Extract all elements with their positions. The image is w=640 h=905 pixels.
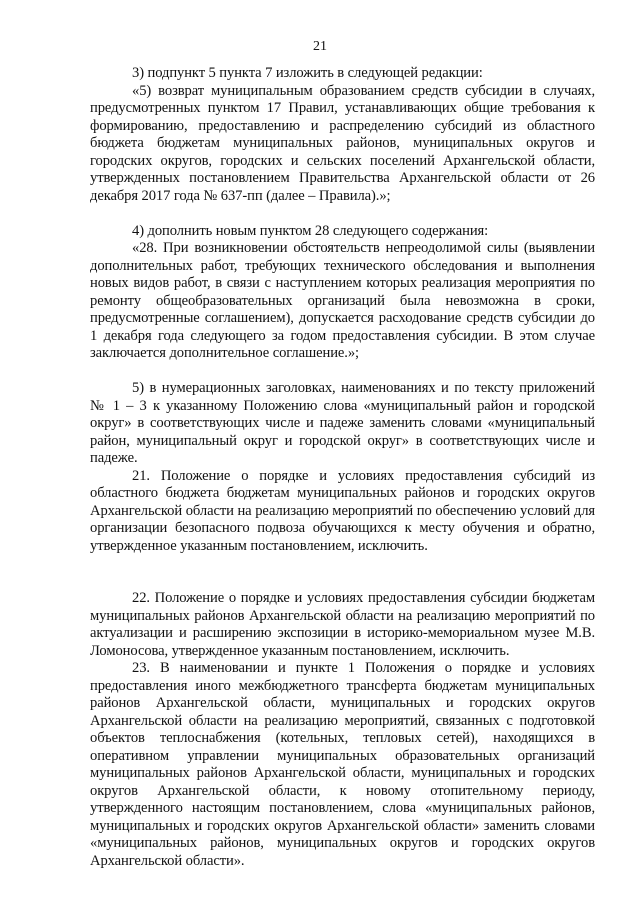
paragraph-subpoint-5: 5) в нумерационных заголовках, наименованиях и по тексту приложений № 1 – 3 к указанному Положению слова «муниципальный район и городской округ» в соответствующих числе и падеже заменить словами «муниципальный район, муниципальный округ и городской округ» в соответствующих числе и падеже. xyxy=(90,380,595,466)
paragraph-item-21: 21. Положение о порядке и условиях предоставления субсидий из областного бюджета бюджетам муниципальных районов и городских округов Архангельской области на реализацию мероприятий по обеспечению условий для организации безопасного подвоза обучающихся к месту обучения и обратно, утвержденное указанным постановлением, исключить. xyxy=(90,467,595,554)
paragraph-quote-point-28: «28. При возникновении обстоятельств непреодолимой силы (выявлении дополнительных работ, требующих технического обследования и выполнения новых видов работ, в связи с наступлением которых реализация мероприятия по ремонту общеобразовательных организаций была невозможна в сроки, предусмотренные соглашением), допускается расходование средств субсидии до 1 декабря года следующего за годом предоставления субсидии. В этом случае заключается дополнительное соглашение.»; xyxy=(90,240,595,361)
paragraph-quote-subpoint-5: «5) возврат муниципальным образованием средств субсидии в случаях, предусмотренных пунктом 17 Правил, устанавливающих общие требования к формированию, предоставлению и распределению субсидий из областного бюджета бюджетам муниципальных районов, муниципальных округов и городских округов, городских и сельских поселений Архангельской области, утвержденных постановлением Правительства Архангельской области от 26 декабря 2017 года № 637-пп (далее – Правила).»; xyxy=(90,82,595,204)
paragraph-item-22: 22. Положение о порядке и условиях предоставления субсидии бюджетам муниципальных районов Архангельской области на реализацию мероприятий по актуализации и расширению экспозиции в историко-мемориальном музее М.В. Ломоносова, утвержденное указанным постановлением, исключить. xyxy=(90,590,595,659)
page-number: 21 xyxy=(313,39,327,54)
document-body xyxy=(90,65,595,869)
paragraph-subpoint-3: 3) подпункт 5 пункта 7 изложить в следующей редакции: xyxy=(132,65,483,81)
paragraph-item-23: 23. В наименовании и пункте 1 Положения о порядке и условиях предоставления иного межбюджетного трансферта бюджетам муниципальных районов Архангельской области, муниципальных и городских округов Архангельской области на реализацию мероприятий, связанных с подготовкой объектов теплоснабжения (котельных, тепловых сетей), находящихся в оперативном управлении муниципальных образовательных организаций муниципальных районов Архангельской области, муниципальных и городских округов Архангельской области, к новому отопительному периоду, утвержденного настоящим постановлением, слова «муниципальных районов, муниципальных и городских округов Архангельской области» заменить словами «муниципальных районов, муниципальных округов и городских округов Архангельской области». xyxy=(90,660,595,869)
paragraph-subpoint-4: 4) дополнить новым пунктом 28 следующего содержания: xyxy=(132,222,489,239)
